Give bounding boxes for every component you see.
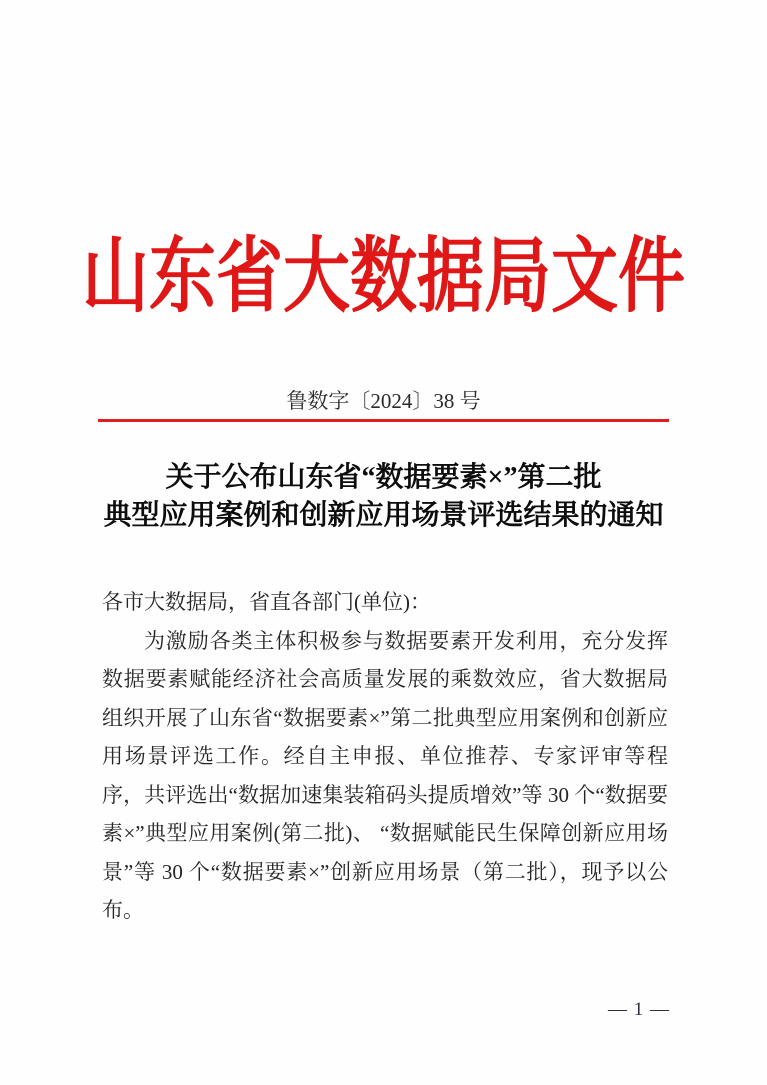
red-divider-line <box>98 419 669 422</box>
document-title-line1: 关于公布山东省“数据要素×”第二批 <box>165 462 602 493</box>
document-title-line2: 典型应用案例和创新应用场景评选结果的通知 <box>103 500 664 531</box>
page-number: — 1 — <box>608 999 670 1020</box>
body-paragraph: 为激励各类主体积极参与数据要素开发利用，充分发挥数据要素赋能经济社会高质量发展的乘数效应，省大数据局组织开展了山东省“数据要素×”第二批典型应用案例和创新应用场景评选工作。经自主申报、单位推荐、专家评审等程序，共评选出“数据加速集装箱码头提质增效”等 30 个“数据要素×”典型应用案例(第二批)、 “数据赋能民生保障创新应用场景”等 30 个“数据要素×”创新应用场景（第二批），现予以公布。 <box>102 628 668 922</box>
agency-header-title: 山东省大数据局文件 <box>82 231 685 323</box>
doc-number: 鲁数字〔2024〕38 号 <box>286 389 481 413</box>
document-title <box>0 459 767 535</box>
salutation-line: 各市大数据局，省直各部门(单位)： <box>102 590 431 614</box>
document-body <box>102 583 668 930</box>
